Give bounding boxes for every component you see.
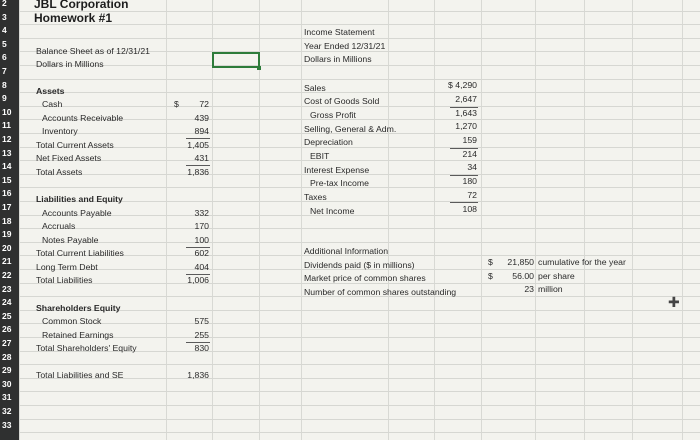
asset-label: Inventory xyxy=(42,126,78,136)
row-number[interactable]: 11 xyxy=(2,120,11,131)
row-number[interactable]: 30 xyxy=(2,378,12,389)
liability-value: 332 xyxy=(194,208,209,218)
row-number[interactable]: 10 xyxy=(2,106,12,117)
fill-handle[interactable] xyxy=(257,66,261,70)
liability-label: Notes Payable xyxy=(42,235,99,245)
liability-label: Accounts Payable xyxy=(42,208,112,218)
row-number[interactable]: 24 xyxy=(2,297,12,308)
grid-line xyxy=(19,391,700,392)
is-label: Selling, General & Adm. xyxy=(304,124,397,134)
row-number[interactable]: 19 xyxy=(2,229,12,240)
grid-line xyxy=(388,0,389,440)
is-label: Pre-tax Income xyxy=(310,178,369,188)
info-value: 21,850 xyxy=(507,257,534,267)
asset-label: Accounts Receivable xyxy=(42,113,124,123)
asset-value: 439 xyxy=(194,113,209,123)
is-value: 214 xyxy=(462,149,477,159)
row-number[interactable]: 6 xyxy=(2,52,7,63)
income-statement-heading: Income Statement xyxy=(304,27,375,37)
row-number[interactable]: 9 xyxy=(2,93,7,104)
is-value: 159 xyxy=(462,135,477,145)
grid-line xyxy=(19,92,700,93)
row-number[interactable]: 8 xyxy=(2,79,7,90)
grid-line xyxy=(301,0,302,440)
row-number[interactable]: 5 xyxy=(2,38,7,49)
grid-line xyxy=(19,160,700,161)
is-label: EBIT xyxy=(310,151,330,161)
info-note: cumulative for the year xyxy=(538,257,626,267)
selected-cell[interactable] xyxy=(212,52,260,68)
liability-label: Long Term Debt xyxy=(36,262,98,272)
grid-line xyxy=(434,0,435,440)
is-value: 180 xyxy=(462,176,477,186)
row-number[interactable]: 27 xyxy=(2,338,12,348)
info-label: Market price of common shares xyxy=(304,273,426,283)
row-number[interactable]: 26 xyxy=(2,324,12,335)
info-note: per share xyxy=(538,271,575,281)
row-number[interactable]: 29 xyxy=(2,365,12,376)
asset-label: Net Fixed Assets xyxy=(36,153,102,163)
cell-cursor-icon: ✚ xyxy=(668,294,680,310)
asset-value: 1,836 xyxy=(187,167,209,177)
asset-value: 431 xyxy=(194,153,209,163)
row-number[interactable]: 12 xyxy=(2,134,12,144)
info-note: million xyxy=(538,284,563,294)
equity-label: Retained Earnings xyxy=(42,330,114,340)
row-number[interactable]: 22 xyxy=(2,270,12,280)
row-number[interactable]: 31 xyxy=(2,392,12,403)
asset-label: Total Current Assets xyxy=(36,140,114,150)
additional-info-heading: Additional Information xyxy=(304,246,389,256)
is-value: 2,647 xyxy=(455,94,477,104)
asset-value: 1,405 xyxy=(187,140,209,150)
is-label: Taxes xyxy=(304,192,327,202)
is-label: Interest Expense xyxy=(304,165,370,175)
info-value: 23 xyxy=(524,284,534,294)
income-statement-period: Year Ended 12/31/21 xyxy=(304,41,386,51)
grid-line xyxy=(584,0,585,440)
shareholders-equity-label: Shareholders Equity xyxy=(36,303,121,313)
row-number[interactable]: 13 xyxy=(2,147,12,158)
equity-value: 575 xyxy=(194,316,209,326)
equity-value: 830 xyxy=(194,343,209,353)
liability-value: 100 xyxy=(194,235,209,245)
equity-label: Total Shareholders' Equity xyxy=(36,343,137,353)
row-number[interactable]: 17 xyxy=(2,202,12,212)
row-number[interactable]: 14 xyxy=(2,161,12,172)
row-number[interactable]: 25 xyxy=(2,310,12,321)
grid-line xyxy=(19,432,700,433)
row-number[interactable]: 28 xyxy=(2,351,12,362)
row-number[interactable]: 18 xyxy=(2,215,12,226)
homework-title: Homework #1 xyxy=(34,11,113,25)
income-statement-units: Dollars in Millions xyxy=(304,54,372,64)
info-dollar: $ xyxy=(488,257,493,267)
grid-line xyxy=(19,242,700,243)
is-value: 1,270 xyxy=(455,121,477,131)
row-number[interactable]: 32 xyxy=(2,406,12,416)
is-label: Net Income xyxy=(310,206,355,216)
is-label: Gross Profit xyxy=(310,110,356,120)
grid-line xyxy=(19,337,700,338)
grid-line xyxy=(632,0,633,440)
grid-line xyxy=(19,405,700,406)
row-number[interactable]: 16 xyxy=(2,188,12,199)
info-label: Number of common shares outstanding xyxy=(304,287,457,297)
grid-line xyxy=(19,364,700,365)
liability-label: Total Liabilities xyxy=(36,275,93,285)
grid-line xyxy=(19,419,700,420)
row-number[interactable]: 21 xyxy=(2,256,12,267)
row-number[interactable]: 15 xyxy=(2,174,12,185)
row-number[interactable]: 23 xyxy=(2,283,12,294)
is-value: $ 4,290 xyxy=(448,80,477,90)
company-title: JBL Corporation xyxy=(34,0,129,11)
grid-line xyxy=(682,0,683,440)
row-number[interactable]: 33 xyxy=(2,419,12,430)
grid-line xyxy=(19,0,20,440)
liabilities-equity-label: Liabilities and Equity xyxy=(36,194,123,204)
balance-sheet-heading: Balance Sheet as of 12/31/21 xyxy=(36,46,150,56)
grid-line xyxy=(481,0,482,440)
liability-value: 404 xyxy=(194,262,209,272)
asset-value: 72 xyxy=(199,99,209,109)
asset-value: 894 xyxy=(194,126,209,136)
cash-dollar-sign: $ xyxy=(174,99,179,109)
liability-value: 602 xyxy=(194,248,209,258)
liability-label: Total Current Liabilities xyxy=(36,248,124,258)
liability-label: Accruals xyxy=(42,221,76,231)
equity-label: Common Stock xyxy=(42,316,102,326)
total-liab-se-label: Total Liabilities and SE xyxy=(36,370,124,380)
grid-line xyxy=(19,147,700,148)
liability-value: 170 xyxy=(194,221,209,231)
is-value: 1,643 xyxy=(455,108,477,118)
is-value: 34 xyxy=(467,162,477,172)
assets-label: Assets xyxy=(36,86,65,96)
balance-sheet-units: Dollars in Millions xyxy=(36,59,104,69)
info-label: Dividends paid ($ in millions) xyxy=(304,260,415,270)
row-number[interactable]: 4 xyxy=(2,25,7,36)
is-label: Sales xyxy=(304,83,326,93)
liability-value: 1,006 xyxy=(187,275,209,285)
total-liab-se-value: 1,836 xyxy=(187,370,209,380)
info-value: 56.00 xyxy=(512,271,534,281)
asset-label: Total Assets xyxy=(36,167,83,177)
row-number[interactable]: 7 xyxy=(2,66,7,76)
grid-line xyxy=(19,228,700,229)
row-number[interactable]: 3 xyxy=(2,11,7,22)
row-number[interactable]: 20 xyxy=(2,242,12,253)
grid-line xyxy=(19,323,700,324)
grid-line xyxy=(535,0,536,440)
is-value: 108 xyxy=(462,204,477,214)
asset-label: Cash xyxy=(42,99,63,109)
is-label: Depreciation xyxy=(304,137,353,147)
is-label: Cost of Goods Sold xyxy=(304,96,380,106)
grid-line xyxy=(19,310,700,311)
is-value: 72 xyxy=(467,190,477,200)
grid-line xyxy=(19,79,700,80)
row-number[interactable]: 2 xyxy=(2,0,7,8)
grid-line xyxy=(19,215,700,216)
equity-value: 255 xyxy=(194,330,209,340)
info-dollar: $ xyxy=(488,271,493,281)
